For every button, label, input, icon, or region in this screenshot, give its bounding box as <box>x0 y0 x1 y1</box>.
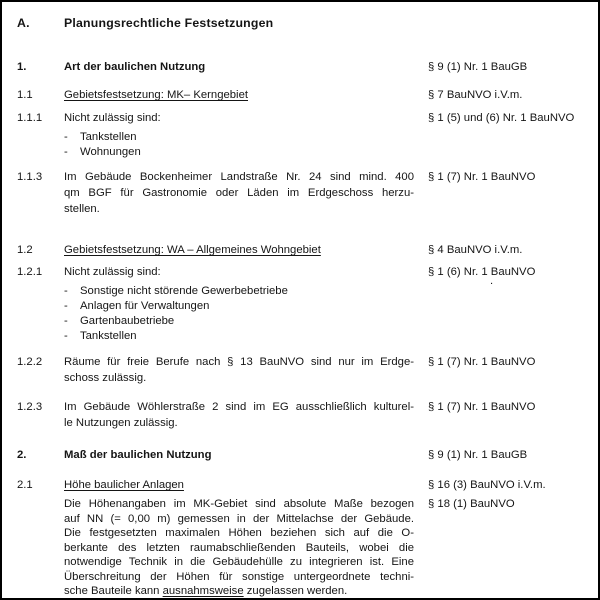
list-item <box>64 299 414 314</box>
paragraph-line: Räume für freie Berufe nach § 13 BauNVO sind nur im Erdge- <box>64 356 414 368</box>
legal-ref: § 1 (5) und (6) Nr. 1 BauNVO <box>428 112 575 124</box>
paragraph-line: Die festgesetzten maximalen Höhen beziehen sich auf die O- <box>64 527 414 539</box>
section-2-1-body <box>17 497 598 599</box>
paragraph-line: Im Gebäude Bockenheimer Landstraße Nr. 24 sind mind. 400 <box>64 171 414 183</box>
bullet-list <box>64 284 414 344</box>
list-item-text: Tankstellen <box>80 330 137 342</box>
section-1-1 <box>17 87 598 103</box>
legal-ref: § 1 (6) Nr. 1 BauNVO <box>428 266 536 278</box>
paragraph-line: auf NN (= 0,00 m) gemessen in der Mittelachse der Gebäude. <box>64 512 414 525</box>
list-item <box>64 329 414 344</box>
section-1-2-1 <box>17 264 598 280</box>
list-item-text: Wohnungen <box>80 146 141 158</box>
paragraph-line: stellen. <box>64 203 100 215</box>
section-number: 1.2.2 <box>17 356 43 368</box>
paragraph-line <box>64 584 414 599</box>
scan-artifact-dot: . <box>490 275 494 287</box>
legal-ref: § 1 (7) Nr. 1 BauNVO <box>428 356 536 368</box>
paragraph-line: le Nutzungen zulässig. <box>64 417 178 429</box>
legal-ref: § 9 (1) Nr. 1 BauGB <box>428 61 528 73</box>
section-title: Höhe baulicher Anlagen <box>64 479 184 491</box>
list-item-text: Sonstige nicht störende Gewerbebetriebe <box>80 285 288 297</box>
section-number: 1.2 <box>17 244 33 256</box>
paragraph-line: notwendige Technik in die Gebäudehülle zu integrieren ist. Eine <box>64 556 414 568</box>
section-title: Nicht zulässig sind: <box>64 266 161 278</box>
section-1-1-3 <box>17 169 598 217</box>
paragraph-line: Überschreitung der Höhen für sonstige untergeordnete techni- <box>64 570 414 583</box>
bullet-dash: - <box>64 285 68 297</box>
section-number: 1.2.1 <box>17 266 43 278</box>
section-1-2-3 <box>17 399 598 431</box>
section-number: 1.1 <box>17 89 33 101</box>
paragraph <box>64 169 414 217</box>
paragraph-line: Die Höhenangaben im MK-Gebiet sind absolute Maße bezogen <box>64 498 414 510</box>
bullet-dash: - <box>64 315 68 327</box>
list-1-1-1 <box>17 130 598 160</box>
paragraph-line: berkante des letzten raumabschließenden Bauteils, wobei die <box>64 541 414 554</box>
section-2-1 <box>17 477 598 493</box>
section-title: Gebietsfestsetzung: WA – Allgemeines Wohngebiet <box>64 244 321 256</box>
list-item <box>64 145 414 160</box>
legal-ref: § 9 (1) Nr. 1 BauGB <box>428 449 528 461</box>
section-number: 2. <box>17 449 27 461</box>
section-1-1-1 <box>17 110 598 126</box>
bullet-dash: - <box>64 300 68 312</box>
section-number: A. <box>17 16 30 30</box>
list-item-text: Anlagen für Verwaltungen <box>80 300 210 312</box>
paragraph-line: schoss zulässig. <box>64 372 147 384</box>
legal-ref: § 16 (3) BauNVO i.V.m. <box>428 479 546 491</box>
legal-ref: § 7 BauNVO i.V.m. <box>428 89 523 101</box>
paragraph-text: zugelassen werden. <box>243 585 348 597</box>
paragraph <box>64 399 414 431</box>
section-1-2-2 <box>17 354 598 386</box>
bullet-dash: - <box>64 146 68 158</box>
section-title: Maß der baulichen Nutzung <box>64 449 212 461</box>
section-1-2 <box>17 242 598 258</box>
list-item <box>64 284 414 299</box>
bullet-dash: - <box>64 131 68 143</box>
paragraph <box>64 497 414 599</box>
section-number: 1.1.3 <box>17 171 43 183</box>
section-1 <box>17 59 598 75</box>
legal-ref: § 18 (1) BauNVO <box>428 498 515 510</box>
emphasized-word: ausnahmsweise <box>162 585 244 597</box>
section-header-a <box>17 15 598 31</box>
list-item <box>64 314 414 329</box>
paragraph <box>64 354 414 386</box>
paragraph-line: qm BGF für Gastronomie oder Läden im Erdgeschoss herzu- <box>64 187 414 199</box>
legal-ref: § 1 (7) Nr. 1 BauNVO <box>428 401 536 413</box>
page-title: Planungsrechtliche Festsetzungen <box>64 16 274 30</box>
section-number: 2.1 <box>17 479 33 491</box>
section-number: 1.1.1 <box>17 112 43 124</box>
section-title: Nicht zulässig sind: <box>64 112 161 124</box>
list-item-text: Gartenbaubetriebe <box>80 315 175 327</box>
legal-ref: § 1 (7) Nr. 1 BauNVO <box>428 171 536 183</box>
paragraph-text: sche Bauteile kann <box>64 585 163 597</box>
legal-ref: § 4 BauNVO i.V.m. <box>428 244 523 256</box>
list-item <box>64 130 414 145</box>
section-title: Art der baulichen Nutzung <box>64 61 206 73</box>
list-item-text: Tankstellen <box>80 131 137 143</box>
section-number: 1. <box>17 61 27 73</box>
bullet-list <box>64 130 414 160</box>
bullet-dash: - <box>64 330 68 342</box>
section-number: 1.2.3 <box>17 401 43 413</box>
section-title: Gebietsfestsetzung: MK– Kerngebiet <box>64 89 248 101</box>
paragraph-line: Im Gebäude Wöhlerstraße 2 sind im EG ausschließlich kulturel- <box>64 401 414 413</box>
list-1-2-1 <box>17 284 598 344</box>
section-2 <box>17 447 598 463</box>
